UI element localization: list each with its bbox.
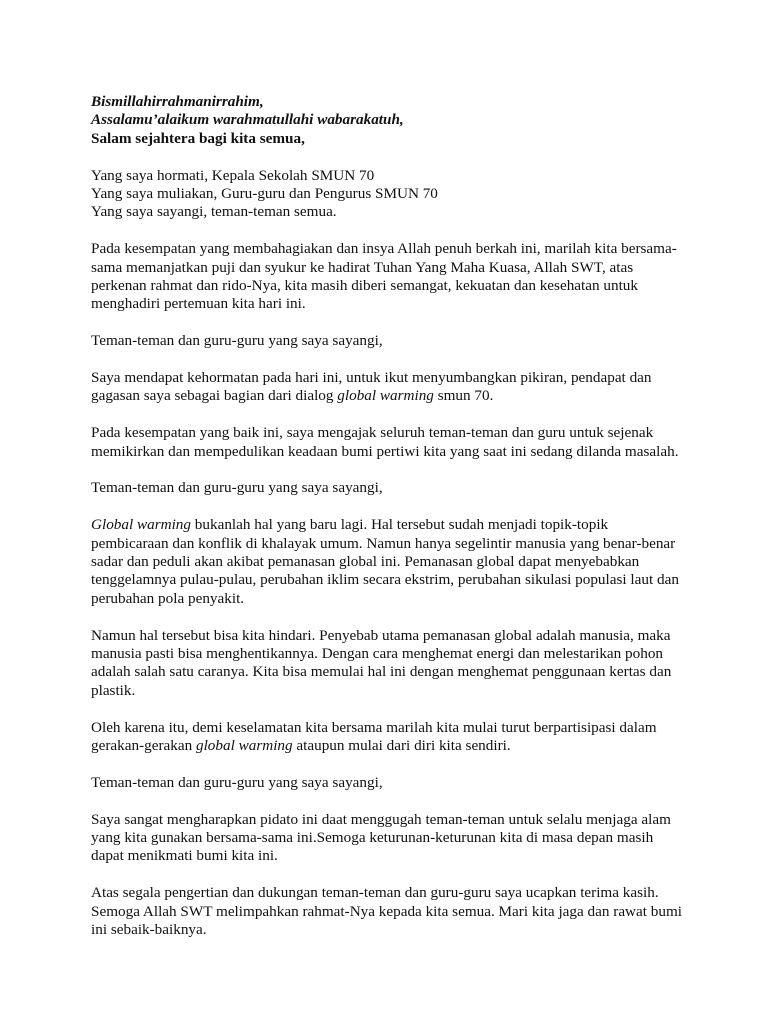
- paragraph-2: [91, 369, 687, 406]
- paragraph-line: pembicaraan dan konflik di khalayak umum. Namun hanya segelintir manusia yang benar-benar: [91, 534, 676, 552]
- address-line-1: Teman-teman dan guru-guru yang saya sayangi,: [91, 332, 383, 350]
- emphasis-text: Global warming: [91, 516, 191, 534]
- spacer: [91, 406, 687, 424]
- text-run: bukanlah hal yang baru lagi. Hal tersebut sudah menjadi topik-topik: [191, 516, 609, 534]
- spacer: [91, 148, 687, 166]
- paragraph-7: [91, 811, 687, 866]
- paragraph-line: Semoga Allah SWT melimpahkan rahmat-Nya kepada kita semua. Mari kita jaga dan rawat bumi: [91, 902, 683, 920]
- paragraph-line: manusia pasti bisa menghentikannya. Dengan cara menghemat energi dan melestarikan pohon: [91, 645, 664, 663]
- address-line-2: Teman-teman dan guru-guru yang saya sayangi,: [91, 479, 383, 497]
- paragraph-line: plastik.: [91, 681, 136, 699]
- paragraph-line: [91, 737, 687, 755]
- greeting-line-3: Salam sejahtera bagi kita semua,: [91, 129, 305, 147]
- emphasis-text: global warming: [337, 387, 434, 405]
- paragraph-line: Atas segala pengertian dan dukungan teman-teman dan guru-guru saya ucapkan terima kasih.: [91, 884, 659, 902]
- paragraph-8: [91, 884, 687, 939]
- paragraph-line: Pada kesempatan yang baik ini, saya mengajak seluruh teman-teman dan guru untuk sejenak: [91, 424, 654, 442]
- paragraph-3: [91, 424, 687, 461]
- salutation-line-2: Yang saya muliakan, Guru-guru dan Pengurus SMUN 70: [91, 185, 438, 203]
- paragraph-line: sadar dan peduli akan akibat pemanasan global ini. Pemanasan global dapat menyebabkan: [91, 553, 640, 571]
- paragraph-line: Oleh karena itu, demi keselamatan kita bersama marilah kita mulai turut berpartisipasi dalam: [91, 718, 657, 736]
- spacer: [91, 608, 687, 626]
- paragraph-6: [91, 719, 687, 756]
- paragraph-line: [91, 387, 687, 405]
- spacer: [91, 351, 687, 369]
- paragraph-1: [91, 240, 687, 314]
- greeting-line-1: Bismillahirrahmanirrahim,: [91, 93, 264, 110]
- text-run: ataupun mulai dari diri kita sendiri.: [292, 737, 511, 755]
- paragraph-line: menghadiri pertemuan kita hari ini.: [91, 295, 306, 313]
- text-run: gagasan saya sebagai bagian dari dialog: [91, 387, 338, 405]
- opening-greeting: [91, 93, 687, 148]
- salutations: [91, 167, 687, 222]
- document-body: [91, 93, 687, 940]
- paragraph-4: [91, 516, 687, 608]
- paragraph-line: [91, 516, 687, 534]
- greeting-line-2: Assalamu’alaikum warahmatullahi wabarakatuh,: [91, 111, 404, 129]
- address-line-3: Teman-teman dan guru-guru yang saya sayangi,: [91, 773, 383, 791]
- spacer: [91, 222, 687, 240]
- spacer: [91, 498, 687, 516]
- paragraph-line: sama memanjatkan puji dan syukur ke hadirat Tuhan Yang Maha Kuasa, Allah SWT, atas: [91, 258, 634, 276]
- paragraph-line: ini sebaik-baiknya.: [91, 921, 207, 939]
- salutation-line-1: Yang saya hormati, Kepala Sekolah SMUN 70: [91, 166, 375, 184]
- paragraph-line: Pada kesempatan yang membahagiakan dan insya Allah penuh berkah ini, marilah kita bersama-: [91, 240, 677, 258]
- paragraph-line: memikirkan dan mempedulikan keadaan bumi pertiwi kita yang saat ini sedang dilanda masalah.: [91, 442, 679, 460]
- spacer: [91, 866, 687, 884]
- text-run: smun 70.: [433, 387, 494, 405]
- spacer: [91, 755, 687, 773]
- paragraph-line: dapat menikmati bumi kita ini.: [91, 847, 278, 865]
- paragraph-line: perkenan rahmat dan rido-Nya, kita masih diberi semangat, kekuatan dan kesehatan untuk: [91, 277, 638, 295]
- paragraph-line: adalah salah satu caranya. Kita bisa memulai hal ini dengan menghemat penggunaan kertas dan: [91, 663, 672, 681]
- spacer: [91, 792, 687, 810]
- text-run: gerakan-gerakan: [91, 737, 196, 755]
- paragraph-line: yang kita gunakan bersama-sama ini.Semoga keturunan-keturunan kita di masa depan masih: [91, 829, 654, 847]
- emphasis-text: global warming: [195, 737, 293, 755]
- paragraph-5: [91, 627, 687, 701]
- paragraph-line: Namun hal tersebut bisa kita hindari. Penyebab utama pemanasan global adalah manusia, maka: [91, 626, 671, 644]
- paragraph-line: tenggelamnya pulau-pulau, perubahan iklim secara ekstrim, perubahan sikulasi populasi laut dan: [91, 571, 679, 589]
- spacer: [91, 700, 687, 718]
- spacer: [91, 461, 687, 479]
- paragraph-line: Saya mendapat kehormatan pada hari ini, untuk ikut menyumbangkan pikiran, pendapat dan: [91, 369, 652, 387]
- paragraph-line: perubahan pola penyakit.: [91, 589, 245, 607]
- salutation-line-3: Yang saya sayangi, teman-teman semua.: [91, 203, 337, 221]
- paragraph-line: Saya sangat mengharapkan pidato ini daat menggugah teman-teman untuk selalu menjaga alam: [91, 810, 671, 828]
- spacer: [91, 314, 687, 332]
